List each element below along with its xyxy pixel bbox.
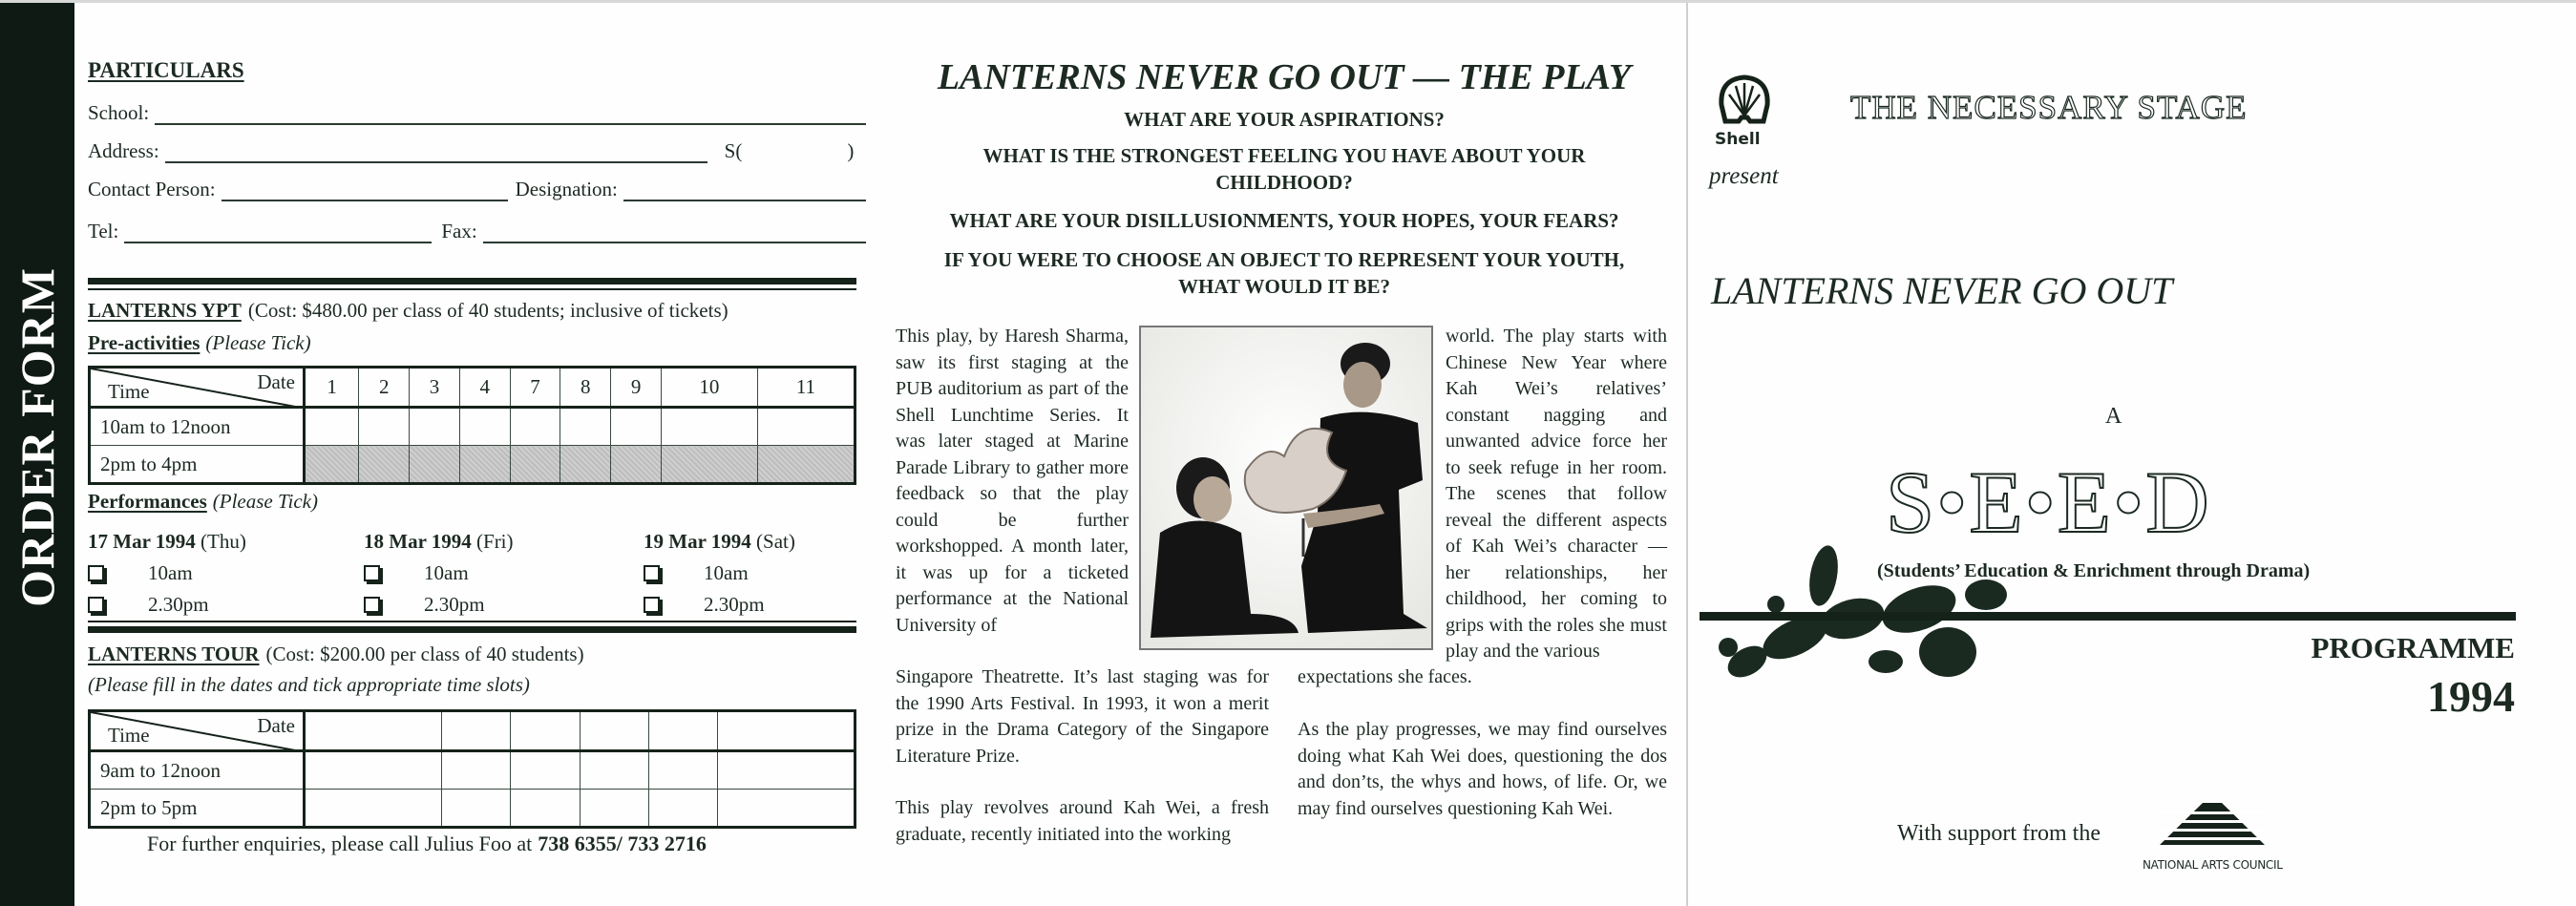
enquiries-text: For further enquiries, please call Julius Foo at [147,832,533,855]
tick-cell[interactable] [359,408,410,446]
time-date-header: Date Time [90,711,305,751]
address-field[interactable] [165,146,707,163]
play-text-col1-top: This play, by Haresh Sharma, saw its first staging at the PUB auditorium as part of the Shell Lunchtime Series. It was later staged at Marine Parade Library to gather more feedback so that the play could be further workshopped. A month later, it was up for a ticketed performance at the National University of [896,326,1129,636]
performance-day [644,530,795,617]
date-header: 2 [359,368,410,408]
date-header: 10 [661,368,757,408]
slot-time: 10am [148,561,193,584]
tour-note: (Please fill in the dates and tick appropriate time slots) [88,673,530,696]
tick-cell [560,446,611,484]
performance-weekday: (Sat) [756,530,795,553]
checkbox[interactable] [88,597,104,613]
date-header: 8 [560,368,611,408]
performance-slot [644,593,795,617]
tick-cell [757,446,855,484]
council-name: NATIONAL ARTS COUNCIL [2143,858,2283,872]
play-text-col2-top: world. The play starts with Chinese New Year where Kah Wei’s relatives’ constant nagging and unwanted advice force her to seek refuge in her room. The scenes that follow reveal the different aspects of Kah Wei’s character — her relationships, her childhood, her coming to grips with the roles she must play and the various [1446,326,1667,662]
checkbox[interactable] [364,597,380,613]
order-form-panel [88,3,866,906]
cover-a: A [2105,404,2122,429]
fax-label: Fax: [441,220,477,242]
fax-field[interactable] [483,226,866,243]
tour-heading: LANTERNS TOUR [88,643,260,665]
tick-cell[interactable] [305,408,359,446]
postal-prefix: S( [724,139,743,162]
tick-cell[interactable] [305,751,442,790]
tick-cell[interactable] [757,408,855,446]
pre-activities-row [88,331,311,355]
contact-person-field[interactable] [222,184,508,201]
play-text-col1-bottom: Singapore Theatrette. It’s last staging was for the 1990 Arts Festival. In 1993, it won a merit prize in the Drama Category of the Singapore Literature Prize. [896,666,1269,767]
tick-cell[interactable] [661,408,757,446]
school-row [88,101,866,125]
tick-cell[interactable] [459,408,510,446]
ypt-cost: (Cost: $480.00 per class of 40 students; inclusive of tickets) [247,299,728,322]
tick-cell [410,446,460,484]
tick-cell[interactable] [580,751,648,790]
question-2: WHAT IS THE STRONGEST FEELING YOU HAVE ABOUT YOUR CHILDHOOD? [982,144,1586,194]
support-text: With support from the [1897,821,2101,846]
time-slot-label: 2pm to 5pm [90,790,305,828]
tick-cell[interactable] [560,408,611,446]
tick-cell [661,446,757,484]
tick-cell[interactable] [611,408,662,446]
contact-row [88,178,866,201]
tick-cell [459,446,510,484]
tel-fax-row [88,220,866,243]
tick-cell [359,446,410,484]
tick-cell[interactable] [511,790,580,828]
seed-expansion: (Students’ Education & Enrichment through Drama) [1877,560,2311,581]
shell-logo-icon [1716,72,1773,129]
cover-play-title: LANTERNS NEVER GO OUT [1711,269,2173,312]
date-header: 7 [510,368,560,408]
performance-date: 17 Mar 1994 [88,530,196,553]
table-row [90,446,855,484]
tick-cell[interactable] [648,751,717,790]
actors-photo [1139,326,1433,650]
order-form-label: ORDER FORM [11,267,64,607]
tick-cell [510,446,560,484]
programme-year: 1994 [2427,672,2515,721]
performance-date-row [644,530,795,554]
table-row [90,751,855,790]
performance-slot [88,561,246,585]
tick-cell[interactable] [580,790,648,828]
pre-activities-note: (Please Tick) [205,331,311,354]
table-row [90,790,855,828]
programme-label: PROGRAMME [2311,631,2515,664]
date-header: 11 [757,368,855,408]
date-entry-cell[interactable] [511,711,580,751]
postal-suffix: ) [847,139,855,162]
performance-weekday: (Thu) [201,530,246,553]
performance-date-row [364,530,514,554]
tour-table [88,709,856,829]
date-entry-cell[interactable] [305,711,442,751]
date-header: 1 [305,368,359,408]
seed-logo: S•E•E•D [1886,453,2211,551]
designation-field[interactable] [623,184,866,201]
play-text-col2-bottom: expectations she faces. [1298,666,1472,687]
tick-cell[interactable] [717,790,855,828]
school-field[interactable] [155,108,866,125]
present-label: present [1709,163,1779,189]
sponsor-name: Shell [1715,130,1761,149]
play-panel-title: LANTERNS NEVER GO OUT — THE PLAY [937,57,1632,97]
performance-day [88,530,246,617]
slot-time: 2.30pm [148,593,209,616]
checkbox[interactable] [644,565,660,581]
contact-person-label: Contact Person: [88,178,216,200]
performance-date: 18 Mar 1994 [364,530,472,553]
performance-slot [364,561,514,585]
section-divider-2 [88,621,856,633]
actors-photo-illustration [1141,327,1433,650]
question-4: IF YOU WERE TO CHOOSE AN OBJECT TO REPRESENT YOUR YOUTH, WHAT WOULD IT BE? [943,248,1625,298]
tick-cell[interactable] [410,408,460,446]
section-divider [88,278,856,290]
date-entry-cell[interactable] [648,711,717,751]
tick-cell[interactable] [442,751,511,790]
time-slot-label: 10am to 12noon [90,408,305,446]
ypt-heading-row [88,299,728,323]
slot-time: 2.30pm [424,593,485,616]
play-text-col2-para2: As the play progresses, we may find ourselves doing what Kah Wei does, questioning the dos and don’ts, the whys and hows, of life. Or, we may find ourselves questioning Kah Wei. [1298,719,1667,819]
company-name: THE NECESSARY STAGE [1850,89,2248,126]
performances-note: (Please Tick) [212,490,318,513]
tour-cost: (Cost: $200.00 per class of 40 students) [265,643,584,665]
tick-cell[interactable] [717,751,855,790]
table-row [90,408,855,446]
address-row [88,139,866,163]
tour-heading-row [88,643,584,666]
designation-label: Designation: [515,178,618,200]
performance-slot [644,561,795,585]
checkbox[interactable] [364,565,380,581]
nac-logo-icon [2160,803,2265,851]
performance-slot [88,593,246,617]
slot-time: 10am [704,561,749,584]
slot-time: 10am [424,561,469,584]
pre-activities-heading: Pre-activities [88,331,201,354]
date-header: 9 [611,368,662,408]
time-slot-label: 9am to 12noon [90,751,305,790]
school-label: School: [88,101,150,124]
tick-cell [305,446,359,484]
table-header-row [90,368,855,408]
fold-line [1686,3,1688,906]
slot-time: 2.30pm [704,593,765,616]
play-text-col1-para2: This play revolves around Kah Wei, a fresh graduate, recently initiated into the working [896,797,1269,845]
performance-weekday: (Fri) [476,530,514,553]
question-3: WHAT ARE YOUR DISILLUSIONMENTS, YOUR HOPES, YOUR FEARS? [949,209,1619,232]
enquiries-phone: 738 6355/ 733 2716 [538,832,707,855]
cover-rule [1700,612,2516,621]
checkbox[interactable] [88,565,104,581]
date-entry-cell[interactable] [580,711,648,751]
tick-cell[interactable] [511,751,580,790]
particulars-heading: PARTICULARS [88,58,244,82]
tick-cell [611,446,662,484]
enquiries-row [147,832,707,856]
performances-heading: Performances [88,490,207,513]
date-header: 3 [410,368,460,408]
ypt-heading: LANTERNS YPT [88,299,242,322]
date-entry-cell[interactable] [717,711,855,751]
performance-date: 19 Mar 1994 [644,530,751,553]
performance-slot [364,593,514,617]
question-1: WHAT ARE YOUR ASPIRATIONS? [1124,108,1445,131]
date-header: 4 [459,368,510,408]
performance-day [364,530,514,617]
performance-date-row [88,530,246,554]
time-date-header: Date Time [90,368,305,408]
tick-cell[interactable] [305,790,442,828]
time-slot-label: 2pm to 4pm [90,446,305,484]
pre-activities-table [88,366,856,485]
date-entry-cell[interactable] [442,711,511,751]
performances-heading-row [88,490,318,514]
tel-field[interactable] [124,226,432,243]
table-header-row [90,711,855,751]
tick-cell[interactable] [648,790,717,828]
tick-cell[interactable] [510,408,560,446]
checkbox[interactable] [644,597,660,613]
tel-label: Tel: [88,220,119,242]
address-label: Address: [88,139,159,162]
tick-cell[interactable] [442,790,511,828]
order-form-band [0,3,74,906]
